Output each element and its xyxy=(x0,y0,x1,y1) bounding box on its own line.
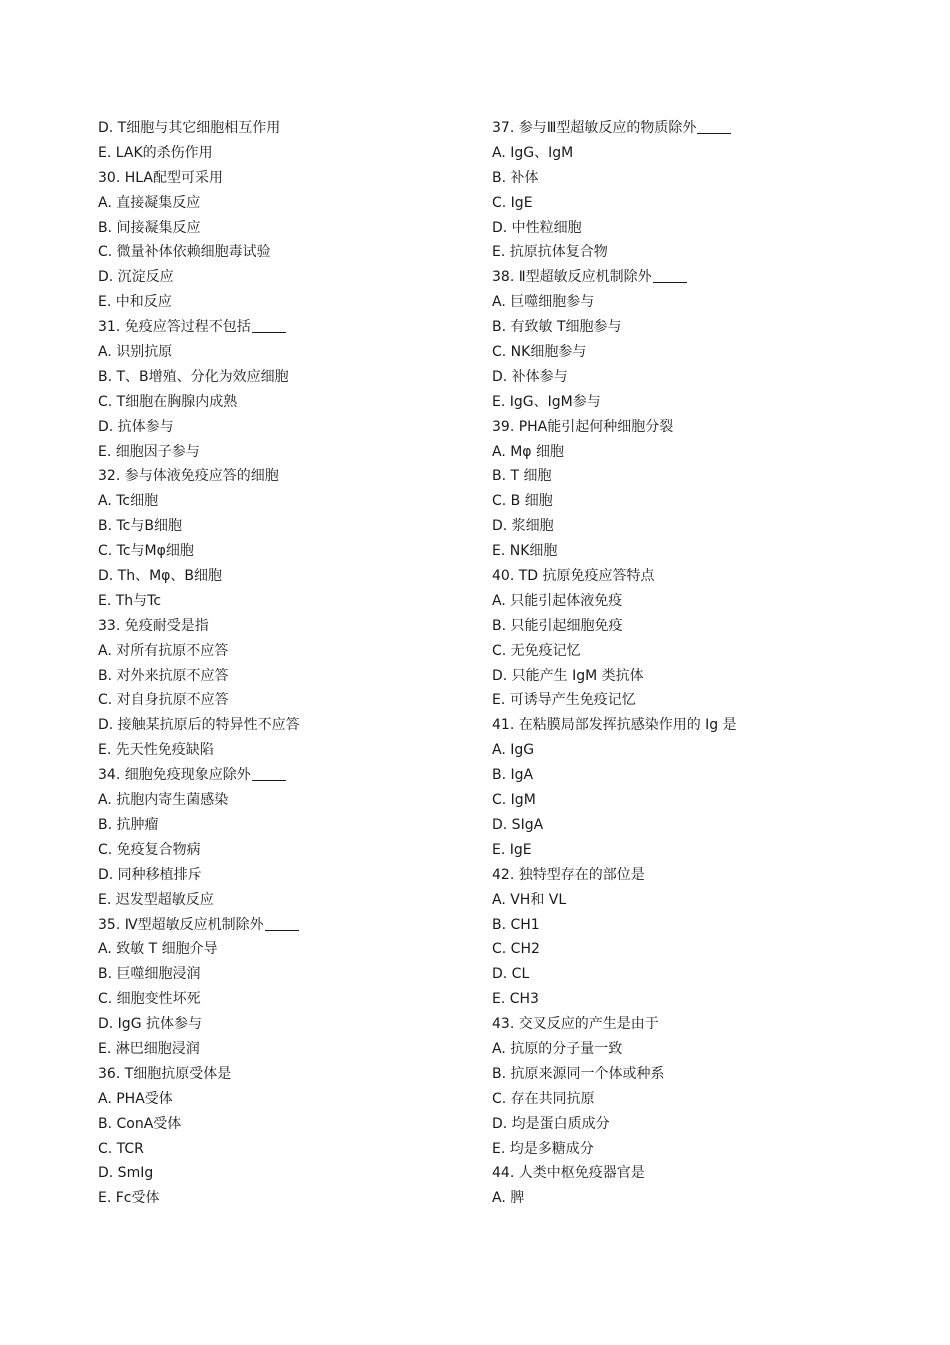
line-text: B. 抗原来源同一个体或种系 xyxy=(492,1065,665,1082)
option-line xyxy=(492,664,872,689)
line-text: B. 补体 xyxy=(492,169,539,186)
option-line xyxy=(98,1161,468,1186)
line-text: B. T、B增殖、分化为效应细胞 xyxy=(98,368,289,385)
question-line xyxy=(492,265,872,290)
line-text: 39. PHA能引起何种细胞分裂 xyxy=(492,418,674,435)
line-text: C. 免疫复合物病 xyxy=(98,841,201,858)
line-text: E. NK细胞 xyxy=(492,543,558,560)
option-line xyxy=(98,539,468,564)
line-text: D. 接触某抗原后的特异性不应答 xyxy=(98,717,300,734)
line-text: 36. T细胞抗原受体是 xyxy=(98,1065,232,1082)
line-text: C. Tc与Mφ细胞 xyxy=(98,543,194,560)
line-text: C. 对自身抗原不应答 xyxy=(98,692,229,709)
line-text: B. 巨噬细胞浸润 xyxy=(98,966,201,983)
option-line xyxy=(98,962,468,987)
question-line xyxy=(492,713,872,738)
question-line xyxy=(98,763,468,788)
line-text: E. 可诱导产生免疫记忆 xyxy=(492,692,636,709)
question-line xyxy=(492,1012,872,1037)
line-text: 40. TD 抗原免疫应答特点 xyxy=(492,568,655,585)
line-text: E. 均是多糖成分 xyxy=(492,1140,594,1157)
line-text: E. 先天性免疫缺陷 xyxy=(98,742,214,759)
line-text: B. 对外来抗原不应答 xyxy=(98,667,229,684)
line-text: D. Th、Mφ、B细胞 xyxy=(98,568,223,585)
line-text: B. IgA xyxy=(492,767,534,784)
option-line xyxy=(98,987,468,1012)
line-text: A. 致敏 T 细胞介导 xyxy=(98,941,218,958)
option-line xyxy=(98,664,468,689)
line-text: 38. Ⅱ型超敏反应机制除外 xyxy=(492,269,652,286)
option-line xyxy=(492,340,872,365)
line-text: D. 只能产生 IgM 类抗体 xyxy=(492,667,644,684)
option-line xyxy=(492,813,872,838)
option-line xyxy=(98,1186,468,1211)
option-line xyxy=(492,614,872,639)
line-text: A. VH和 VL xyxy=(492,891,567,908)
option-line xyxy=(492,1112,872,1137)
option-line xyxy=(492,440,872,465)
line-text: C. IgM xyxy=(492,792,536,809)
option-line xyxy=(492,1037,872,1062)
option-line xyxy=(98,514,468,539)
line-text: D. 同种移植排斥 xyxy=(98,866,202,883)
option-line xyxy=(492,937,872,962)
answer-blank xyxy=(697,119,731,134)
line-text: A. 只能引起体液免疫 xyxy=(492,592,623,609)
line-text: E. 淋巴细胞浸润 xyxy=(98,1040,200,1057)
option-line xyxy=(98,265,468,290)
line-text: 42. 独特型存在的部位是 xyxy=(492,866,645,883)
option-line xyxy=(492,589,872,614)
option-line xyxy=(98,589,468,614)
option-line xyxy=(98,141,468,166)
option-line xyxy=(98,688,468,713)
option-line xyxy=(98,713,468,738)
option-line xyxy=(98,240,468,265)
option-line xyxy=(98,340,468,365)
line-text: 43. 交叉反应的产生是由于 xyxy=(492,1016,659,1033)
line-text: B. T 细胞 xyxy=(492,468,552,485)
option-line xyxy=(492,1062,872,1087)
line-text: 37. 参与Ⅲ型超敏反应的物质除外 xyxy=(492,120,697,136)
option-line xyxy=(98,290,468,315)
option-line xyxy=(492,290,872,315)
line-text: E. Th与Tc xyxy=(98,592,162,609)
line-text: C. 细胞变性坏死 xyxy=(98,991,201,1008)
line-text: B. 有致敏 T细胞参与 xyxy=(492,319,622,336)
question-line xyxy=(98,614,468,639)
option-line xyxy=(492,240,872,265)
line-text: D. T细胞与其它细胞相互作用 xyxy=(98,120,281,136)
line-text: A. 抗原的分子量一致 xyxy=(492,1040,623,1057)
option-line xyxy=(98,1137,468,1162)
option-line xyxy=(492,365,872,390)
option-line xyxy=(98,489,468,514)
line-text: C. T细胞在胸腺内成熟 xyxy=(98,393,238,410)
question-line xyxy=(98,913,468,938)
option-line xyxy=(492,1186,872,1211)
option-line xyxy=(98,116,468,141)
option-line xyxy=(98,365,468,390)
line-text: A. Mφ 细胞 xyxy=(492,443,564,460)
option-line xyxy=(492,216,872,241)
option-line xyxy=(492,141,872,166)
option-line xyxy=(492,166,872,191)
line-text: A. IgG xyxy=(492,742,535,759)
option-line xyxy=(492,763,872,788)
question-line xyxy=(98,166,468,191)
line-text: 32. 参与体液免疫应答的细胞 xyxy=(98,468,279,485)
line-text: E. IgG、IgM参与 xyxy=(492,393,601,410)
question-line xyxy=(492,564,872,589)
line-text: E. LAK的杀伤作用 xyxy=(98,144,213,161)
line-text: D. IgG 抗体参与 xyxy=(98,1016,202,1033)
line-text: D. SIgA xyxy=(492,816,544,833)
option-line xyxy=(98,415,468,440)
question-line xyxy=(492,415,872,440)
line-text: E. CH3 xyxy=(492,991,539,1008)
line-text: A. IgG、IgM xyxy=(492,144,574,161)
line-text: A. 脾 xyxy=(492,1190,525,1207)
left-column xyxy=(98,116,468,1211)
option-line xyxy=(98,1012,468,1037)
line-text: E. 细胞因子参与 xyxy=(98,443,200,460)
line-text: D. 均是蛋白质成分 xyxy=(492,1115,610,1132)
line-text: 41. 在粘膜局部发挥抗感染作用的 Ig 是 xyxy=(492,717,737,734)
option-line xyxy=(492,838,872,863)
option-line xyxy=(98,440,468,465)
line-text: 35. Ⅳ型超敏反应机制除外 xyxy=(98,916,264,933)
line-text: C. IgE xyxy=(492,194,533,211)
option-line xyxy=(492,987,872,1012)
line-text: 34. 细胞免疫现象应除外 xyxy=(98,767,251,784)
option-line xyxy=(492,390,872,415)
option-line xyxy=(492,191,872,216)
option-line xyxy=(98,813,468,838)
option-line xyxy=(98,863,468,888)
line-text: E. IgE xyxy=(492,841,532,858)
line-text: D. 抗体参与 xyxy=(98,418,174,435)
line-text: B. 只能引起细胞免疫 xyxy=(492,617,623,634)
line-text: A. 识别抗原 xyxy=(98,344,173,361)
option-line xyxy=(98,888,468,913)
line-text: A. 直接凝集反应 xyxy=(98,194,201,211)
line-text: B. CH1 xyxy=(492,916,540,933)
line-text: E. 迟发型超敏反应 xyxy=(98,891,214,908)
option-line xyxy=(98,390,468,415)
option-line xyxy=(98,1087,468,1112)
answer-blank xyxy=(252,766,286,781)
line-text: E. 中和反应 xyxy=(98,294,172,311)
line-text: C. 无免疫记忆 xyxy=(492,642,581,659)
line-text: B. 抗肿瘤 xyxy=(98,816,159,833)
line-text: 44. 人类中枢免疫器官是 xyxy=(492,1165,645,1182)
line-text: C. 存在共同抗原 xyxy=(492,1090,595,1107)
line-text: B. ConA受体 xyxy=(98,1115,182,1132)
line-text: B. Tc与B细胞 xyxy=(98,518,182,535)
option-line xyxy=(98,639,468,664)
line-text: E. Fc受体 xyxy=(98,1190,160,1207)
option-line xyxy=(98,788,468,813)
line-text: D. 沉淀反应 xyxy=(98,269,174,286)
line-text: D. 浆细胞 xyxy=(492,518,554,535)
line-text: 30. HLA配型可采用 xyxy=(98,169,223,186)
line-text: A. Tc细胞 xyxy=(98,493,159,510)
answer-blank xyxy=(653,268,687,283)
line-text: C. 微量补体依赖细胞毒试验 xyxy=(98,244,271,261)
option-line xyxy=(492,738,872,763)
option-line xyxy=(98,191,468,216)
option-line xyxy=(98,738,468,763)
line-text: C. TCR xyxy=(98,1140,144,1157)
line-text: C. NK细胞参与 xyxy=(492,344,587,361)
option-line xyxy=(492,539,872,564)
option-line xyxy=(98,937,468,962)
option-line xyxy=(492,315,872,340)
question-line xyxy=(492,1161,872,1186)
option-line xyxy=(492,688,872,713)
option-line xyxy=(492,788,872,813)
question-line xyxy=(492,116,872,141)
question-line xyxy=(98,1062,468,1087)
line-text: 33. 免疫耐受是指 xyxy=(98,617,209,634)
line-text: D. CL xyxy=(492,966,530,983)
option-line xyxy=(98,1037,468,1062)
line-text: C. CH2 xyxy=(492,941,540,958)
answer-blank xyxy=(252,318,286,333)
option-line xyxy=(492,962,872,987)
option-line xyxy=(98,838,468,863)
question-line xyxy=(98,315,468,340)
option-line xyxy=(98,1112,468,1137)
option-line xyxy=(492,913,872,938)
option-line xyxy=(492,1087,872,1112)
line-text: 31. 免疫应答过程不包括 xyxy=(98,319,251,336)
option-line xyxy=(98,564,468,589)
line-text: A. 对所有抗原不应答 xyxy=(98,642,229,659)
line-text: D. 中性粒细胞 xyxy=(492,219,582,236)
line-text: D. 补体参与 xyxy=(492,368,568,385)
right-column xyxy=(492,116,872,1211)
line-text: E. 抗原抗体复合物 xyxy=(492,244,608,261)
option-line xyxy=(492,1137,872,1162)
line-text: A. 抗胞内寄生菌感染 xyxy=(98,792,229,809)
line-text: B. 间接凝集反应 xyxy=(98,219,201,236)
line-text: D. SmIg xyxy=(98,1165,154,1182)
question-line xyxy=(492,863,872,888)
option-line xyxy=(492,888,872,913)
question-line xyxy=(98,464,468,489)
line-text: C. B 细胞 xyxy=(492,493,553,510)
answer-blank xyxy=(265,916,299,931)
option-line xyxy=(492,639,872,664)
option-line xyxy=(98,216,468,241)
option-line xyxy=(492,514,872,539)
option-line xyxy=(492,489,872,514)
option-line xyxy=(492,464,872,489)
line-text: A. 巨噬细胞参与 xyxy=(492,294,595,311)
line-text: A. PHA受体 xyxy=(98,1090,173,1107)
